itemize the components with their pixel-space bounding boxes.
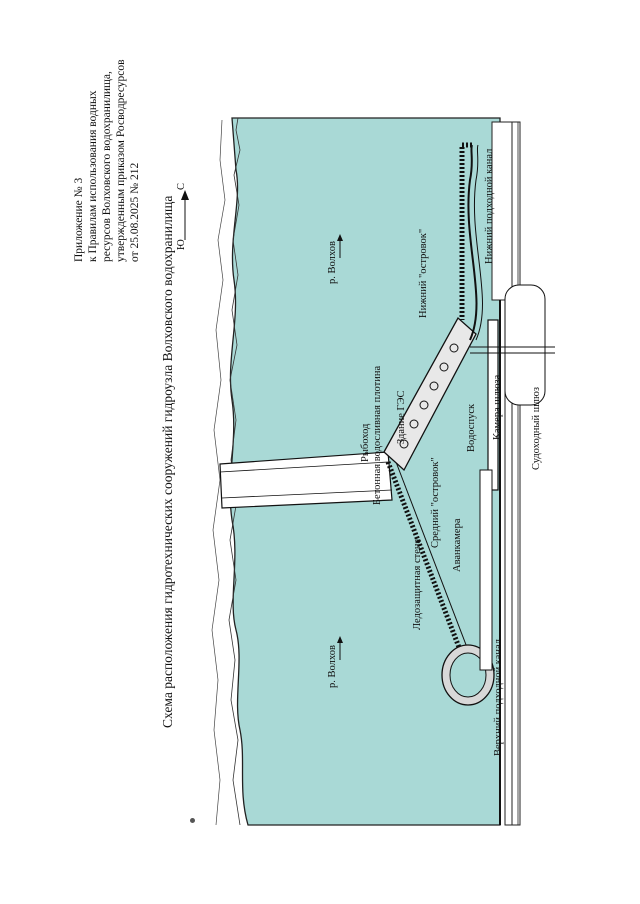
label-hpp: Здание ГЭС bbox=[396, 390, 407, 444]
label-ice-wall: Ледозащитная стена bbox=[412, 538, 423, 630]
compass-south-label: Ю bbox=[176, 239, 187, 250]
label-lower-islet: Нижний "островок" bbox=[418, 228, 429, 318]
scan-speck bbox=[190, 818, 195, 823]
label-upper-canal: Верхний подходной канал bbox=[493, 638, 504, 756]
label-dam: Бетонная водосливная плотина bbox=[372, 365, 383, 505]
appendix-number: Приложение № 3 bbox=[73, 177, 85, 262]
label-middle-islet: Средний "островок" bbox=[430, 457, 441, 548]
appendix-date: от 25.08.2025 № 212 bbox=[129, 162, 141, 262]
page-title: Схема расположения гидротехнических сооружений гидроузла Волховского водохранилища bbox=[160, 195, 175, 728]
label-fish-pass: Рыбоход bbox=[360, 423, 371, 462]
label-spillway: Водоспуск bbox=[466, 403, 477, 452]
label-ship-lock: Судоходный шлюз bbox=[531, 386, 542, 470]
label-lock-chamber: Камера шлюза bbox=[492, 374, 503, 440]
compass-north-label: С bbox=[176, 182, 187, 190]
label-lower-canal: Нижний подходной канал bbox=[484, 148, 495, 264]
appendix-line-2: к Правилам использования водных bbox=[87, 90, 99, 262]
label-river-lower: р. Волхов bbox=[327, 241, 338, 284]
appendix-line-4: утвержденным приказом Росводресурсов bbox=[115, 59, 127, 262]
label-forechamber: Аванкамера bbox=[452, 518, 463, 572]
forechamber-structure bbox=[480, 470, 492, 670]
appendix-line-3: ресурсов Волховского водохранилища, bbox=[101, 71, 113, 262]
label-river-upper: р. Волхов bbox=[327, 645, 338, 688]
